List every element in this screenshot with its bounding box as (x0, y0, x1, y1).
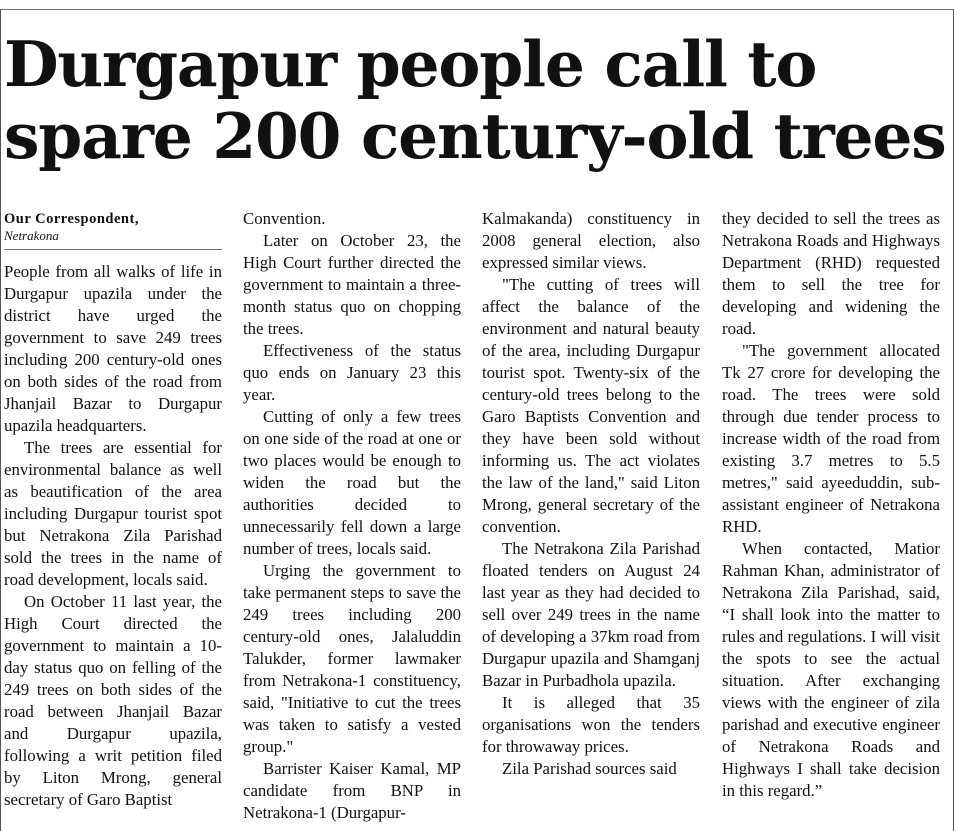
paragraph: Cutting of only a few trees on one side of the road at one or two places would be enough to widen the road but the authorities decided to unnecessarily fell down a large number of trees, locals said. (243, 407, 461, 558)
top-rule (0, 9, 954, 10)
paragraph: Barrister Kaiser Kamal, MP candidate from BNP in Netrakona-1 (Durgapur- (243, 759, 461, 822)
column-1 (4, 208, 222, 831)
paragraph: People from all walks of life in Durgapur upazila under the district have urged the government to save 249 trees including 200 century-old ones on both sides of the road from Jhanjail Bazar to Durgapur upazila headquarters. (4, 262, 222, 435)
paragraph: "The government allocated Tk 27 crore for developing the road. The trees were sold through due tender process to increase width of the road from existing 3.7 metres to 5.5 metres," said ayeeduddin, sub-assistant engineer of Netrakona RHD. (722, 341, 940, 536)
column-3 (482, 208, 700, 831)
left-border (0, 9, 1, 831)
paragraph: Effectiveness of the status quo ends on January 23 this year. (243, 341, 461, 404)
paragraph: "The cutting of trees will affect the balance of the environment and natural beauty of the area, including Durgapur tourist spot. Twenty-six of the century-old trees belong to the Garo Baptists Convention and they have been sold without informing us. The act violates the law of the land," said Liton Mrong, general secretary of the convention. (482, 275, 700, 536)
paragraph: Urging the government to take permanent steps to save the 249 trees including 200 century-old ones, Jalaluddin Talukder, former lawmaker from Netrakona-1 constituency, said, "Initiative to cut the trees was taken to satisfy a vested group." (243, 561, 461, 756)
column-4 (722, 208, 940, 831)
byline-name: Our Correspondent, (4, 211, 139, 227)
headline: Durgapur people call to spare 200 century-old trees (4, 27, 946, 173)
paragraph: Kalmakanda) constituency in 2008 general election, also expressed similar views. (482, 209, 700, 272)
paragraph: The trees are essential for environmental balance as well as beautification of the area including Durgapur tourist spot but Netrakona Zila Parishad sold the trees in the name of road development, locals said. (4, 438, 222, 589)
paragraph: Later on October 23, the High Court further directed the government to maintain a three-month status quo on chopping the trees. (243, 231, 461, 338)
paragraph: It is alleged that 35 organisations won the tenders for throwaway prices. (482, 693, 700, 756)
paragraph: The Netrakona Zila Parishad floated tenders on August 24 last year as they had decided to sell over 249 trees in the name of developing a 37km road from Durgapur upazila and Shamganj Bazar in Purbadhola upazila. (482, 539, 700, 690)
paragraph: On October 11 last year, the High Court directed the government to maintain a 10-day status quo on felling of the 249 trees on both sides of the road between Jhanjail Bazar and Durgapur upazila, following a writ petition filed by Liton Mrong, general secretary of Garo Baptist (4, 592, 222, 809)
byline-location: Netrakona (4, 228, 59, 243)
paragraph: When contacted, Matior Rahman Khan, administrator of Netrakona Zila Parishad, said, “I shall look into the matter to rules and regulations. I will visit the spots to see the actual situation. After exchanging views with the engineer of zila parishad and executive engineer of Netrakona Roads and Highways I shall take decision in this regard.” (722, 539, 940, 800)
paragraph: they decided to sell the trees as Netrakona Roads and Highways Department (RHD) requested them to sell the tree for developing and widening the road. (722, 209, 940, 338)
paragraph: Convention. (243, 209, 326, 228)
column-2 (243, 208, 461, 831)
paragraph: Zila Parishad sources said (502, 759, 677, 778)
byline-divider (4, 249, 222, 250)
